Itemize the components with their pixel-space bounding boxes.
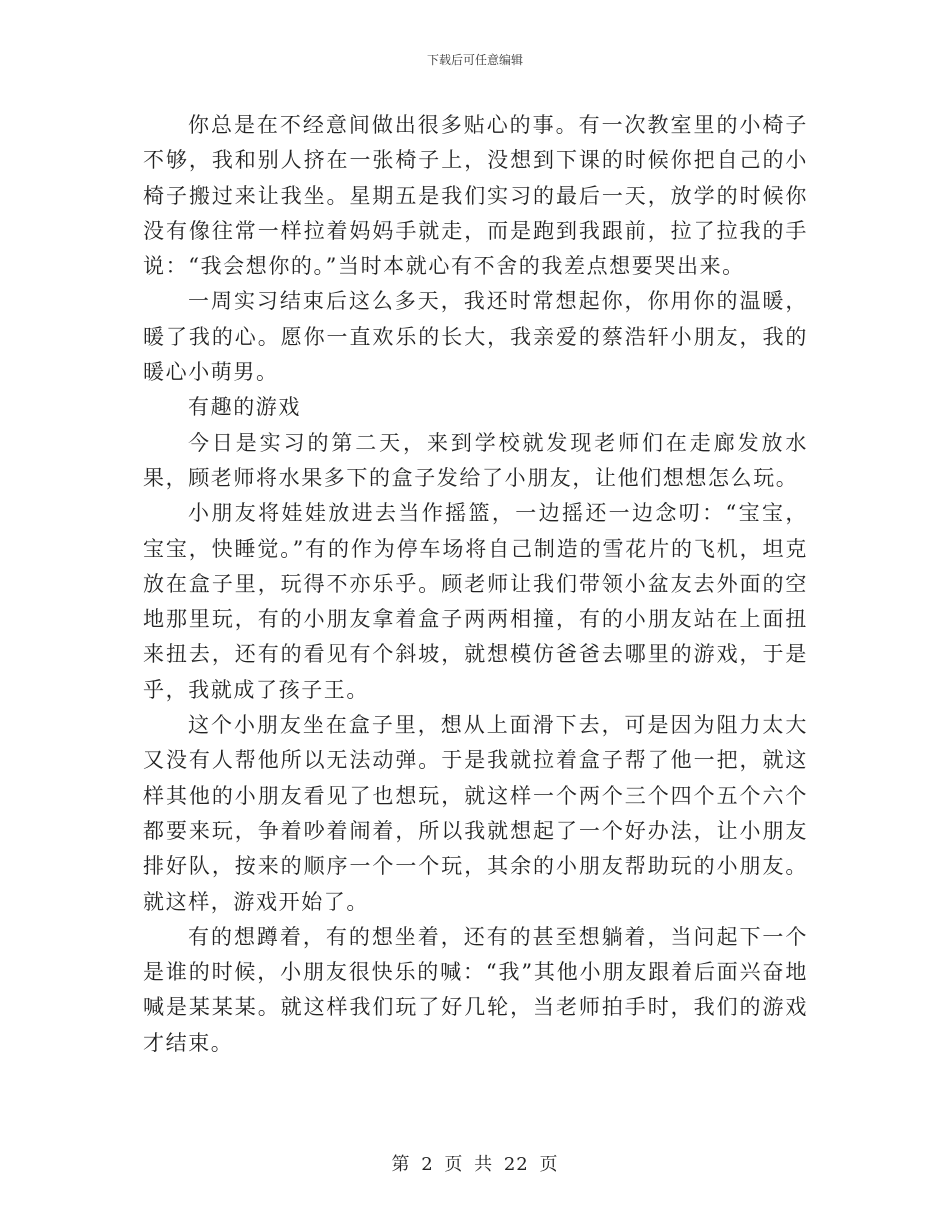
paragraph: 有的想蹲着，有的想坐着，还有的甚至想躺着，当问起下一个是谁的时候，小朋友很快乐的喊：“我”其他小朋友跟着后面兴奋地喊是某某某。就这样我们玩了好几轮，当老师拍手时，我们的游戏才结束。 [143, 924, 808, 1055]
document-body [143, 108, 808, 1061]
paragraph: 你总是在不经意间做出很多贴心的事。有一次教室里的小椅子不够，我和别人挤在一张椅子上，没想到下课的时候你把自己的小椅子搬过来让我坐。星期五是我们实习的最后一天，放学的时候你没有像往常一样拉着妈妈手就走，而是跑到我跟前，拉了拉我的手说：“我会想你的。”当时本就心有不舍的我差点想要哭出来。 [143, 113, 808, 279]
section-heading: 有趣的游戏 [188, 395, 301, 420]
page-number: 第 2 页 共 22 页 [391, 1154, 559, 1175]
paragraph: 一周实习结束后这么多天，我还时常想起你，你用你的温暖，暖了我的心。愿你一直欢乐的长大，我亲爱的蔡浩轩小朋友，我的暖心小萌男。 [143, 289, 808, 385]
paragraph: 今日是实习的第二天，来到学校就发现老师们在走廊发放水果，顾老师将水果多下的盒子发给了小朋友，让他们想想怎么玩。 [143, 430, 808, 490]
page-header: 下载后可任意编辑 [426, 53, 523, 67]
paragraph: 这个小朋友坐在盒子里，想从上面滑下去，可是因为阻力太大又没有人帮他所以无法动弹。于是我就拉着盒子帮了他一把，就这样其他的小朋友看见了也想玩，就这样一个两个三个四个五个六个都要来玩，争着吵着闹着，所以我就想起了一个好办法，让小朋友排好队，按来的顺序一个一个玩，其余的小朋友帮助玩的小朋友。就这样，游戏开始了。 [143, 713, 808, 914]
paragraph: 小朋友将娃娃放进去当作摇篮，一边摇还一边念叨：“宝宝，宝宝，快睡觉。”有的作为停车场将自己制造的雪花片的飞机，坦克放在盒子里，玩得不亦乐乎。顾老师让我们带领小盆友去外面的空地那里玩，有的小朋友拿着盒子两两相撞，有的小朋友站在上面扭来扭去，还有的看见有个斜坡，就想模仿爸爸去哪里的游戏，于是乎，我就成了孩子王。 [143, 501, 808, 702]
